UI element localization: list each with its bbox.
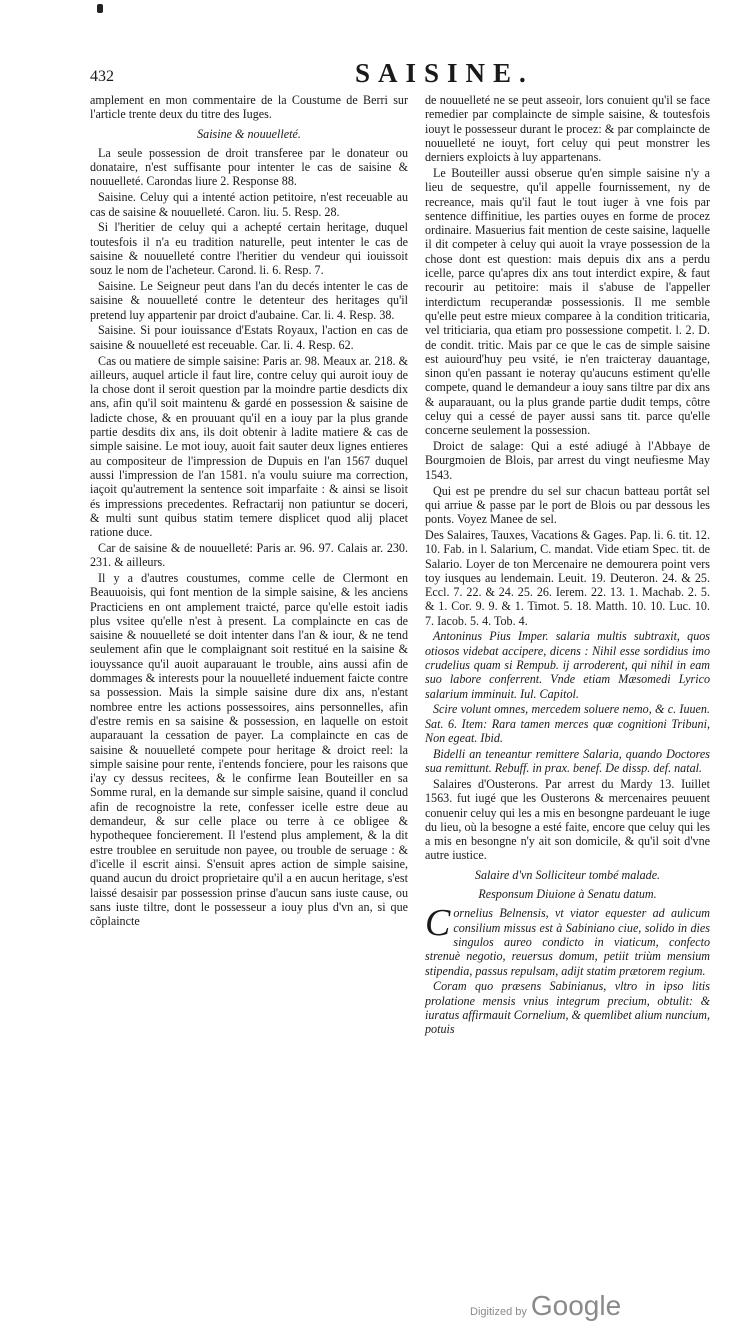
text-paragraph: Il y a d'autres coustumes, comme celle de Clermont en Beauuoisis, qui font mention de la simple saisine, & les anciens Practiciens en ont amplement traicté, parce qu'elle estoit iadis plus vsitee qu'elle n'est à present. La complaincte en cas de saisine & nouuelleté se doit intenter dans l'an & iour, & ne tend seulement afin que le complaignant soit restitué en la saisine & iouyssance qu'il auoit auparauant le trouble, ains aussi afin de dommages & interests pour la nouuelleté induement faicte contre sa possession. Mais la simple saisine dure dix ans, n'estant nombree entre les actions possessoires, ains personnelles, afin d'estre remis en sa saisine & possession, en laquelle on estoit auparauant la cessation de payer. La complaincte en cas de saisine & nouuelleté compete pour heritage & droict reel: la simple saisine pour rente, i'entends fonciere, pour les raisons que i'ay cy dessus recitees, & le confirme Iean Bouteiller en sa Somme rural, en la demande sur simple saisine, quand il conclud afin de recognoistre la rete, confesser icelle estre deue au demandeur, & sur celle place ou terre à ce obligee & hypothequee foncierement. Il l'estend plus amplement, & la dit estre troublee en seruitude non payee, ou trouble de seruage : & d'icelle il escrit ainsi. S'ensuit apres action de simple saisine, quand aucun du droict proprietaire qu'il a en aucun heritage, s'est laissé desaisir par possession prinse d'aucun sans iuste cause, ou sans iuste tiltre, dont le possesseur a iouy plus d'vn an, si que cõplaincte xyxy=(90,571,408,929)
text-paragraph: Si l'heritier de celuy qui a achepté certain heritage, duquel toutesfois il n'a eu tradition naturelle, peut intenter le cas de saisine & nouuelleté contre l'heritier du vendeur qui iouissoit souz le nom de l'acheteur. Carond. li. 6. Resp. 7. xyxy=(90,220,408,278)
page-number: 432 xyxy=(90,68,114,85)
latin-paragraph: Scire volunt omnes, mercedem soluere nemo, & c. Iuuen. Sat. 6. Item: Rara tamen merces quæ cognitioni Tribuni, Non egeat. Ibid. xyxy=(425,702,710,746)
text-paragraph: La seule possession de droit transferee par le donateur ou donataire, n'est suffisante pour intenter le cas de saisine & nouuelleté. Carondas liure 2. Response 88. xyxy=(90,145,408,189)
running-title: SAISINE. xyxy=(355,58,534,88)
text-paragraph: Des Salaires, Tauxes, Vacations & Gages. Pap. li. 6. tit. 12. 10. Fab. in l. Salarium, C. mandat. Vide etiam Spec. tit. de Salario. Loyer de ton Mercenaire ne demourera point vers toy iusques au lendemain. Leuit. 19. Deuteron. 24. & 25. Eccl. 7. 22. & 24. 25. 26. Ierem. 22. 13. 1. Machab. 2. 5. & 1. Cor. 9. 9. & 1. Timot. 5. 18. Matth. 10. 10. Luc. 10. 7. Iacob. 5. 4. Tob. 4. xyxy=(425,527,710,628)
text-paragraph: Le Bouteiller aussi obserue qu'en simple saisine n'y a lieu de sequestre, qu'il appelle fournissement, ny de recreance, mais qu'il faut le tout iuger à vne fois par sentence diffinitiue, les parties ouyes en forme de procez ordinaire. Masuerius fait mention de ceste saisine, laquelle il dit competer à celuy qui auoit la vraye possession de la chose dont est question: mais depuis dix ans a perdu icelle, parce qu'apres dix ans tout interdict expire, & faut recourir au petitoire: mais il s'abuse de l'appeller interdictum recuperandæ possessionis. Il me semble qu'elle peut estre mieux comparee à la condition triticaria, vel triticiaria, qua etiam pro possessione competit. l. 2. D. de condit. tritic. Mais par ce que le cas de simple saisine est auiourd'huy peu vsité, ie n'en traicteray dauantage, sinon qu'en passant ie noteray qu'aucuns estiment qu'elle compete, quand le demandeur a iouy sans tiltre par dix ans & auparauant, ou la plus grande partie dudit temps, côtre celuy qui a cessé de payer aussi sans tit. parce qu'elle concerne seulement la possession. xyxy=(425,165,710,438)
digitized-by-label: Digitized by xyxy=(470,1306,527,1318)
drop-cap-letter: C xyxy=(425,902,451,945)
text-paragraph: Salaires d'Ousterons. Par arrest du Mardy 13. Iuillet 1563. fut iugé que les Ousterons & mercenaires peuuent conuenir celuy qui les a mis en besongne pardeuant le iuge du lieu, où la besogne a esté faite, encore que celuy qui les a mis en besongne n'y ait son domicile, & qu'il soit d'vne autre iustice. xyxy=(425,776,710,863)
text-paragraph: Saisine. Si pour iouissance d'Estats Royaux, l'action en cas de saisine & nouuelleté est receuable. Car. li. 4. Resp. 62. xyxy=(90,323,408,352)
section-heading: Salaire d'vn Solliciteur tombé malade. xyxy=(474,867,661,882)
latin-paragraph: Antoninus Pius Imper. salaria multis subtraxit, quos otiosos videbat accipere, dicens : Nihil esse sordidius imo crudelius quam si Rempub. ij arroderent, qui nihil in eam suo labore conferrent. Vnde etiam Mæsomedi Lyrico salarium imminuit. Iul. Capitol. xyxy=(425,629,710,701)
text-paragraph: Qui est pe prendre du sel sur chacun batteau portât sel qui arriue & passe par le port de Blois ou par dessous les ponts. Voyez Manee de sel. xyxy=(425,483,710,527)
text-paragraph: Droict de salage: Qui a esté adiugé à l'Abbaye de Bourgmoien de Blois, par arrest du vingt neufiesme May 1543. xyxy=(425,439,710,482)
latin-paragraph: Bidelli an teneantur remittere Salaria, quando Doctores sua remittunt. Rebuff. in prax. benef. De dissp. def. natal. xyxy=(425,746,710,776)
dropcap-paragraph xyxy=(425,902,710,978)
text-paragraph: amplement en mon commentaire de la Coustume de Berri sur l'article trente deux du titre des Iuges. xyxy=(90,93,408,122)
text-paragraph: Saisine. Celuy qui a intenté action petitoire, n'est receuable au cas de saisine & nouuelleté. Caron. liu. 5. Resp. 28. xyxy=(90,190,408,219)
section-heading: Saisine & nouuelleté. xyxy=(197,126,301,141)
latin-paragraph: Coram quo præsens Sabinianus, vltro in ipso litis prolatione mensis vnius integrum precium, obtulit: & iuratus affirmauit Cornelium, & quemlibet alium nuncium, potuis xyxy=(425,979,710,1037)
text-paragraph: Car de saisine & de nouuelleté: Paris ar. 96. 97. Calais ar. 230. 231. & ailleurs. xyxy=(90,540,408,570)
dropcap-paragraph-text: ornelius Belnensis, vt viator equester ad aulicum consilium missus est à Sabiniano ciue, solido in dies singulos aureo condicto in viaticum, confecto strenuè negotio, reuersus domum, petiit triùm mensium stipendia, passus repulsam, adijt statim prætorem regium. xyxy=(425,906,710,978)
text-paragraph: Cas ou matiere de simple saisine: Paris ar. 98. Meaux ar. 218. & ailleurs, auquel article il faut lire, contre celuy qui auroit iouy de la chose dont il seroit question par la moindre partie desdicts dix ans, afin qu'il soit maintenu & gardé en possession & saisine de ladicte chose, & en prouuant qu'il en a iouy par la plus grande partie desdits dix ans, ils doit obtenir à ladite matiere & cas de simple saisine. Le mot iouy, auoit fait sauter deux lignes entieres au compositeur de l'impression de Dupuis en l'an 1567 duquel aussi l'impression de l'an 1581. n'a voulu suiure ma correction, iaçoit qu'autrement la sentence soit imparfaite : & ainsi se lisoit és impressions precedentes. Refractarij non patiuntur se doceri, & multi sunt quibus statim temere displicet quod alij placet ratione duce. xyxy=(90,353,408,540)
left-column xyxy=(90,93,408,930)
text-paragraph: Saisine. Le Seigneur peut dans l'an du decés intenter le cas de saisine & nouuelleté contre le detenteur des heritages qu'il pretend luy appartenir par droict d'aubaine. Car. li. 4. Resp. 38. xyxy=(90,279,408,322)
section-heading: Responsum Diuione à Senatu datum. xyxy=(478,887,657,902)
ink-blot xyxy=(97,4,103,13)
google-logo: Google xyxy=(530,1290,622,1321)
text-paragraph: de nouuelleté ne se peut asseoir, lors conuient qu'il se face remedier par complaincte de simple saisine, & toutesfois iouyt le possesseur durant le procez: & par complaincte de nouuelleté ne iouyt, fort celuy qui peut monstrer les derniers exploicts à luy appartenans. xyxy=(425,93,710,165)
right-column xyxy=(425,93,710,1038)
digitized-by-google-watermark xyxy=(470,1290,621,1322)
